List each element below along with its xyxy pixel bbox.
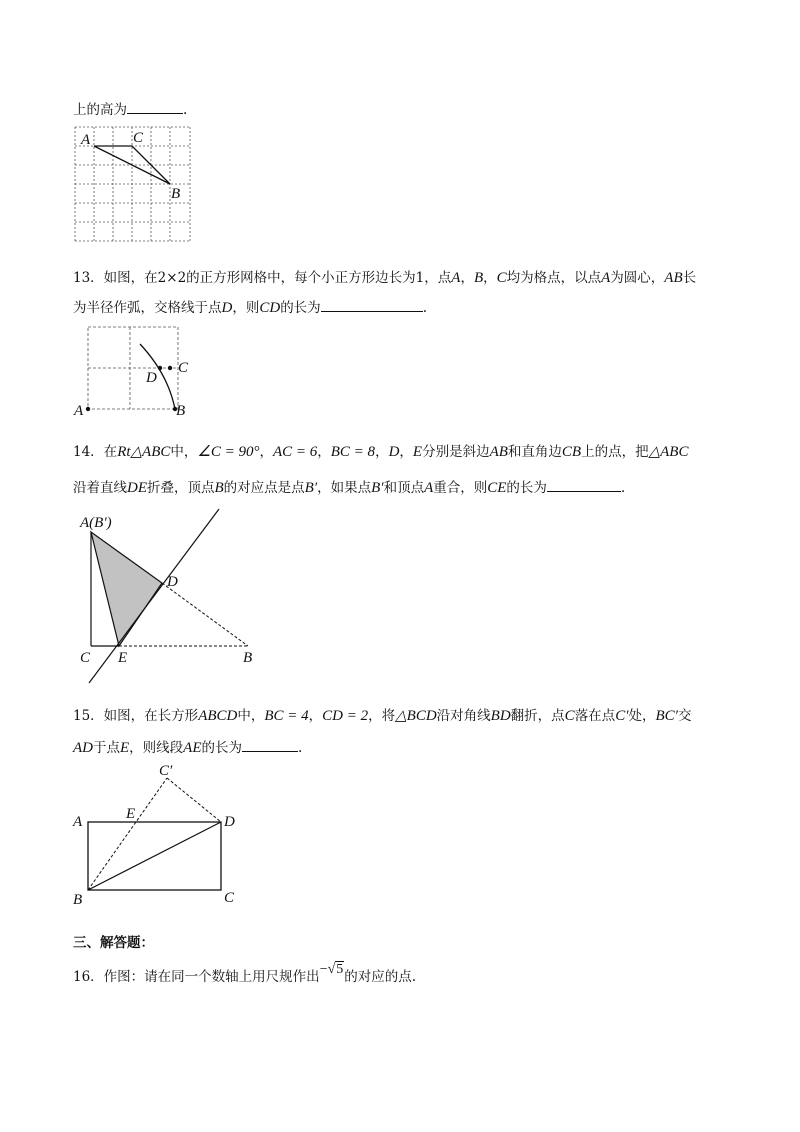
q15-label-c: C <box>224 890 235 906</box>
q13-answer-blank <box>321 297 423 312</box>
q13-label-a: A <box>74 403 84 419</box>
q13-period: . <box>422 300 427 316</box>
q14-sep-2: ， <box>317 444 331 460</box>
q15-text-4: 沿对角线 <box>436 708 491 724</box>
q14-text-8: 的对应点是点 <box>223 480 305 496</box>
q14-text-5: 上的点，把 <box>581 444 649 460</box>
q12-label-b: B <box>171 186 181 202</box>
q14-label-b: B <box>243 650 253 666</box>
q14-text-4: 和直角边 <box>507 444 562 460</box>
q14-sep-3: ， <box>375 444 389 460</box>
q15-answer-blank <box>242 737 298 752</box>
q14-text-1: 14．在 <box>73 444 118 460</box>
q16-minus-sign: − <box>319 962 328 977</box>
q13-point-d <box>158 366 162 370</box>
q16-radicand: 5 <box>336 962 344 977</box>
q14-var-b2: B′ <box>371 480 384 496</box>
q13-var-ab: AB <box>664 270 683 286</box>
q14-text-12: 的长为 <box>506 480 547 496</box>
q14-text-9: ，如果点 <box>317 480 372 496</box>
q14-var-a: A <box>424 480 434 496</box>
q13-grid <box>88 327 178 409</box>
q12-label-a: A <box>81 132 91 148</box>
q14-var-angle: ∠C = 90° <box>197 444 260 460</box>
q14-answer-blank <box>547 477 621 492</box>
q14-sep-4: ， <box>399 444 413 460</box>
q15-period: . <box>298 740 303 756</box>
q14-shaded-triangle <box>91 532 162 646</box>
q14-text-2: 中， <box>170 444 198 460</box>
q15-var-e: E <box>120 740 130 756</box>
q15-var-c: C <box>564 708 575 724</box>
q15-label-d: D <box>224 814 235 830</box>
q15-label-a: A <box>73 814 83 830</box>
q12-tail-text: 上的高为 <box>73 102 127 118</box>
q12-tail-line <box>73 99 187 119</box>
q14-label-a: A(B′) <box>80 515 112 531</box>
section-title: 三、解答题： <box>73 935 154 951</box>
q13-var-d: D <box>221 300 233 316</box>
q15-text-11: 的长为 <box>201 740 242 756</box>
q12-period: . <box>183 102 188 118</box>
q15-text-10: ，则线段 <box>129 740 184 756</box>
q14-var-b1: B′ <box>304 480 318 496</box>
q15-text-3: ，将 <box>368 708 396 724</box>
q15-text-2: 中， <box>237 708 265 724</box>
q15-var-bc: BC = 4 <box>264 708 309 724</box>
q14-text-11: 重合，则 <box>433 480 488 496</box>
q13-figure <box>72 322 202 422</box>
q14-line2 <box>73 477 625 497</box>
q14-var-ab: AB <box>489 444 508 460</box>
q15-diagonal-bd <box>88 822 221 890</box>
q15-segment-bc1-dashed <box>88 778 167 890</box>
q15-label-c1: C′ <box>159 763 173 779</box>
q15-var-abcd: ABCD <box>198 708 238 724</box>
q14-var-cb: CB <box>561 444 582 460</box>
q16-text-suffix: 的对应的点. <box>344 969 417 985</box>
q13-text-5: 为半径作弧，交格线于点 <box>73 300 222 316</box>
q15-var-ad: AD <box>73 740 93 756</box>
q13-sep-2: ， <box>483 270 497 286</box>
q14-text-3: 分别是斜边 <box>422 444 490 460</box>
q12-grid-figure <box>70 124 200 246</box>
q14-label-c: C <box>80 650 91 666</box>
q15-var-bd: BD <box>490 708 511 724</box>
q15-sep-1: ， <box>308 708 323 724</box>
q14-text-7: 折叠，顶点 <box>147 480 215 496</box>
q14-var-tri: Rt△ABC <box>117 444 171 460</box>
q14-var-tri2: △ABC <box>648 444 689 460</box>
q12-label-c: C <box>133 130 144 146</box>
q15-var-c1: C′ <box>615 708 629 724</box>
q15-label-b: B <box>73 892 83 908</box>
q13-point-a <box>86 407 90 411</box>
q15-text-6: 落在点 <box>574 708 616 724</box>
q13-text-6: ，则 <box>232 300 260 316</box>
q13-label-d: D <box>146 370 157 386</box>
q14-period: . <box>620 480 626 496</box>
q14-text-6: 沿着直线 <box>73 480 127 496</box>
q14-var-ac: AC = 6 <box>272 444 318 460</box>
q14-var-bc: BC = 8 <box>330 444 376 460</box>
q14-var-de: DE <box>127 480 147 496</box>
q14-side-db-dashed <box>162 583 248 646</box>
q13-point-c <box>168 366 172 370</box>
q15-text-9: 于点 <box>93 740 120 756</box>
q15-text-1: 15．如图，在长方形 <box>73 708 199 724</box>
q13-var-a: A <box>451 270 461 286</box>
q15-var-bc1: BC′ <box>655 708 678 724</box>
q13-var-b: B <box>473 270 484 286</box>
q13-text-4: 长 <box>682 270 697 286</box>
q13-var-c: C <box>496 270 507 286</box>
q15-line2 <box>73 737 302 757</box>
q15-label-e: E <box>126 806 136 822</box>
q15-var-cd: CD = 2 <box>322 708 369 724</box>
q16-text-prefix: 16．作图：请在同一个数轴上用尺规作出 <box>73 969 320 985</box>
q14-var-e: E <box>412 444 423 460</box>
q15-text-8: 交 <box>677 708 692 724</box>
q13-label-b: B <box>176 403 186 419</box>
q13-text-7: 的长为 <box>280 300 321 316</box>
q14-sep-1: ， <box>259 444 273 460</box>
q16-sqrt-symbol: √ <box>327 962 336 977</box>
q14-label-e: E <box>118 650 128 666</box>
q15-text-5: 翻折，点 <box>510 708 565 724</box>
q16-expression <box>320 961 345 979</box>
q15-var-tri: △BCD <box>395 708 437 724</box>
q13-line2 <box>73 297 427 317</box>
q12-answer-blank <box>127 99 183 114</box>
q15-text-7: 处， <box>628 708 656 724</box>
q13-var-cd: CD <box>259 300 281 316</box>
q14-var-d: D <box>388 444 400 460</box>
q14-label-d: D <box>167 574 178 590</box>
q14-text-10: 和顶点 <box>383 480 425 496</box>
q15-var-ae: AE <box>183 740 202 756</box>
q14-line1 <box>73 443 688 461</box>
q15-line1 <box>73 707 691 725</box>
q14-figure <box>72 505 282 685</box>
q15-segment-c1d-dashed <box>167 778 221 822</box>
q13-text-3: 为圆心， <box>610 270 665 286</box>
q14-var-ce: CE <box>487 480 507 496</box>
q13-sep-1: ， <box>460 270 474 286</box>
q13-label-c: C <box>178 360 189 376</box>
q16-line <box>73 962 417 987</box>
q13-text-1: 13．如图，在2×2的正方形网格中，每个小正方形边长为1，点 <box>73 270 452 286</box>
q15-figure <box>70 762 250 912</box>
q14-var-b: B <box>214 480 224 496</box>
q13-line1 <box>73 269 696 287</box>
q13-text-2: 均为格点，以点 <box>506 270 602 286</box>
q13-var-a2: A <box>601 270 611 286</box>
